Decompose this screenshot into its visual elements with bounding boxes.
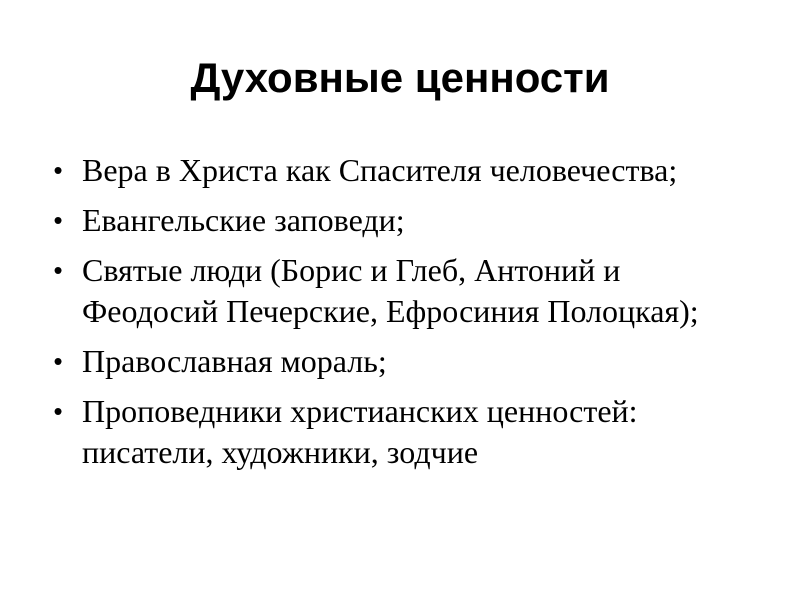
list-item-text: Православная мораль; <box>82 343 387 379</box>
bullet-icon: • <box>53 155 63 185</box>
list-item-text: Проповедники христианских ценностей: писатели, художники, зодчие <box>82 393 638 470</box>
slide-title: Духовные ценности <box>190 54 610 101</box>
list-item <box>48 200 748 241</box>
list-item <box>48 250 748 332</box>
bullet-icon: • <box>53 396 63 426</box>
bullet-icon: • <box>53 346 63 376</box>
list-item <box>48 391 748 473</box>
list-item-text: Вера в Христа как Спасителя человечества; <box>82 152 678 188</box>
bullet-list <box>48 150 748 482</box>
list-item-text: Евангельские заповеди; <box>82 202 405 238</box>
bullet-icon: • <box>53 205 63 235</box>
list-item <box>48 341 748 382</box>
list-item-text: Святые люди (Борис и Глеб, Антоний и Феодосий Печерские, Ефросиния Полоцкая); <box>82 252 699 329</box>
list-item <box>48 150 748 191</box>
bullet-icon: • <box>53 255 63 285</box>
